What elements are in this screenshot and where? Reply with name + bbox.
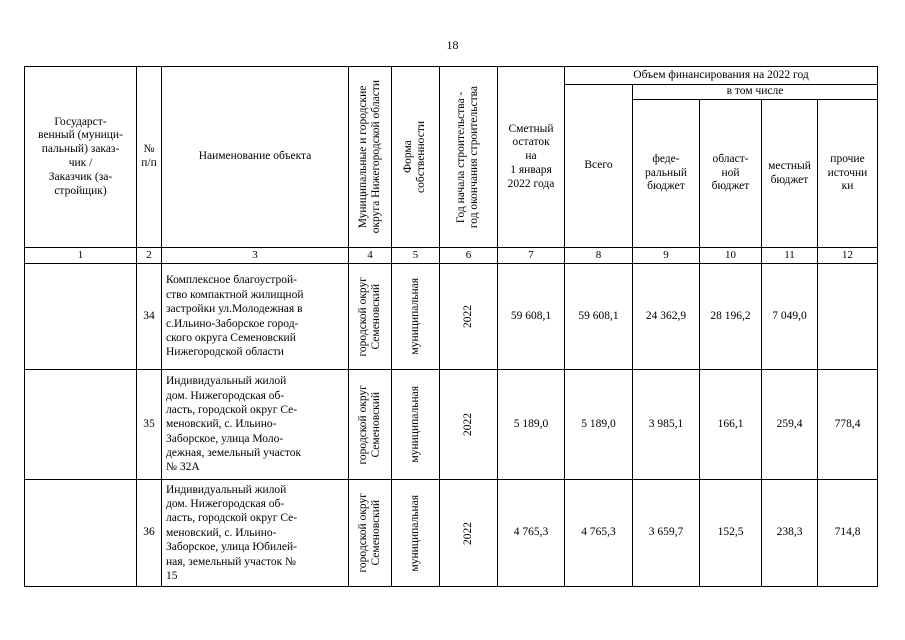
column-number: 8 — [565, 248, 633, 264]
cell-object-name: Индивидуальный жилой дом. Нижегородская об- ласть, городской округ Се- меновский, с. Ильино- Заборское, улица Моло- дежная, земельный участок № 32А — [162, 370, 349, 480]
cell-object-name: Комплексное благоустрой- ство компактной жилищной застройки ул.Молодежная в с.Ильино-Заборское город- ского округа Семеновский Нижегородской области — [162, 264, 349, 370]
header-regional-budget: област- ной бюджет — [700, 100, 762, 248]
cell-federal: 24 362,9 — [633, 264, 700, 370]
column-number: 2 — [137, 248, 162, 264]
column-number: 7 — [498, 248, 565, 264]
cell-district: городской округ Семеновский — [349, 370, 392, 480]
header-number: № п/п — [137, 67, 162, 248]
cell-local: 259,4 — [762, 370, 818, 480]
cell-federal: 3 985,1 — [633, 370, 700, 480]
cell-year: 2022 — [440, 480, 498, 587]
cell-federal: 3 659,7 — [633, 480, 700, 587]
cell-customer — [25, 264, 137, 370]
column-number: 3 — [162, 248, 349, 264]
column-number: 5 — [392, 248, 440, 264]
cell-other — [818, 264, 878, 370]
page-number: 18 — [446, 38, 459, 52]
header-customer: Государст- венный (муници- пальный) заказ- чик / Заказчик (за- стройщик) — [25, 67, 137, 248]
header-object-name: Наименование объекта — [162, 67, 349, 248]
header-other-sources: прочие источни ки — [818, 100, 878, 248]
header-construction-years: Год начала строительства - год окончания строительства — [440, 67, 498, 248]
cell-number: 36 — [137, 480, 162, 587]
cell-customer — [25, 370, 137, 480]
cell-year: 2022 — [440, 264, 498, 370]
table-row — [25, 480, 878, 587]
cell-other: 714,8 — [818, 480, 878, 587]
column-number-row — [25, 248, 878, 264]
header-district: Муниципальные и городские округа Нижегородской области — [349, 67, 392, 248]
column-number: 11 — [762, 248, 818, 264]
cell-customer — [25, 480, 137, 587]
cell-balance: 5 189,0 — [498, 370, 565, 480]
cell-regional: 152,5 — [700, 480, 762, 587]
header-local-budget: местный бюджет — [762, 100, 818, 248]
cell-total: 59 608,1 — [565, 264, 633, 370]
column-number: 10 — [700, 248, 762, 264]
cell-number: 34 — [137, 264, 162, 370]
cell-ownership: муниципальная — [392, 480, 440, 587]
financing-table — [24, 66, 878, 587]
cell-total: 4 765,3 — [565, 480, 633, 587]
column-number: 9 — [633, 248, 700, 264]
header-federal-budget: феде- ральный бюджет — [633, 100, 700, 248]
header-estimated-balance: Сметный остаток на 1 января 2022 года — [498, 67, 565, 248]
header-funding-title: Объем финансирования на 2022 год — [565, 67, 878, 85]
column-number: 1 — [25, 248, 137, 264]
cell-regional: 28 196,2 — [700, 264, 762, 370]
header-total: Всего — [565, 85, 633, 248]
cell-ownership: муниципальная — [392, 264, 440, 370]
column-number: 6 — [440, 248, 498, 264]
cell-balance: 4 765,3 — [498, 480, 565, 587]
cell-regional: 166,1 — [700, 370, 762, 480]
cell-number: 35 — [137, 370, 162, 480]
cell-balance: 59 608,1 — [498, 264, 565, 370]
cell-total: 5 189,0 — [565, 370, 633, 480]
cell-district: городской округ Семеновский — [349, 480, 392, 587]
cell-district: городской округ Семеновский — [349, 264, 392, 370]
cell-other: 778,4 — [818, 370, 878, 480]
cell-local: 238,3 — [762, 480, 818, 587]
column-number: 12 — [818, 248, 878, 264]
cell-year: 2022 — [440, 370, 498, 480]
cell-local: 7 049,0 — [762, 264, 818, 370]
header-including: в том числе — [633, 85, 878, 100]
cell-ownership: муниципальная — [392, 370, 440, 480]
table-row — [25, 264, 878, 370]
table-row — [25, 370, 878, 480]
cell-object-name: Индивидуальный жилой дом. Нижегородская об- ласть, городской округ Се- меновский, с. Ильино- Заборское, улица Юбилей- ная, земельный участок № 15 — [162, 480, 349, 587]
column-number: 4 — [349, 248, 392, 264]
header-ownership: Форма собственности — [392, 67, 440, 248]
